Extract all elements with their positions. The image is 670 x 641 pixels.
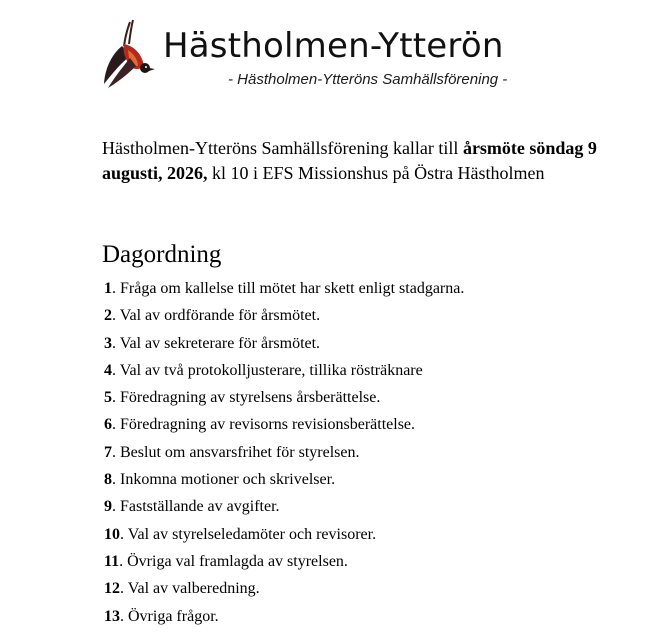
agenda-item <box>104 466 464 493</box>
meeting-location: kl 10 i EFS Missionshus på Östra Hästholmen <box>207 163 545 183</box>
agenda-item <box>104 493 464 520</box>
meeting-date: årsmöte söndag 9 augusti, 2026, <box>102 138 597 183</box>
agenda-item-text: . Val av styrelseledamöter och revisorer. <box>120 525 377 543</box>
agenda-item-number: 1 <box>104 280 112 297</box>
agenda-item-text: . Inkomna motioner och skrivelser. <box>112 471 336 489</box>
agenda-item-number: 10 <box>104 525 120 543</box>
agenda-item-text: . Beslut om ansvarsfrihet för styrelsen. <box>112 443 360 461</box>
agenda-item-number: 6 <box>104 416 112 434</box>
meeting-invitation <box>102 136 602 186</box>
agenda-item <box>104 603 464 630</box>
invitation-text: Hästholmen-Ytteröns Samhällsförening kallar till <box>102 138 463 158</box>
agenda-item-number: 9 <box>104 498 112 516</box>
agenda-item-text: . Övriga frågor. <box>120 607 219 625</box>
brand-subtitle: - Hästholmen-Ytteröns Samhällsförening - <box>228 71 508 88</box>
agenda-item-text: . Val av valberedning. <box>120 580 260 598</box>
brand-title: Hästholmen-Ytterön <box>163 26 504 66</box>
agenda-item <box>104 439 464 466</box>
agenda-item-text: . Föredragning av revisorns revisionsberättelse. <box>112 416 416 434</box>
agenda-item <box>104 384 464 411</box>
agenda-item-text: . Övriga val framlagda av styrelsen. <box>119 552 348 570</box>
agenda-item <box>104 275 464 302</box>
agenda-item-number: 3 <box>104 334 112 352</box>
agenda-item-number: 12 <box>104 580 120 598</box>
agenda-item <box>104 411 464 438</box>
agenda-list <box>104 275 464 630</box>
agenda-heading: Dagordning <box>102 241 222 268</box>
swallow-bird-icon <box>100 16 160 90</box>
agenda-item-number: 13 <box>104 607 120 625</box>
agenda-item <box>104 302 464 329</box>
agenda-item-text: . Fråga om kallelse till mötet har skett enligt stadgarna. <box>112 280 465 297</box>
agenda-item <box>104 330 464 357</box>
agenda-item-number: 7 <box>104 443 112 461</box>
agenda-item <box>104 548 464 575</box>
agenda-item-number: 11 <box>104 552 120 570</box>
agenda-item-text: . Fastställande av avgifter. <box>112 498 280 516</box>
agenda-item-text: . Val av sekreterare för årsmötet. <box>112 334 321 352</box>
agenda-item <box>104 575 464 602</box>
agenda-item-text: . Val av två protokolljusterare, tillika rösträknare <box>112 361 423 379</box>
agenda-item-number: 8 <box>104 471 112 489</box>
agenda-item-text: . Föredragning av styrelsens årsberättelse. <box>112 389 381 407</box>
agenda-item <box>104 521 464 548</box>
agenda-item-number: 5 <box>104 389 112 407</box>
agenda-item <box>104 357 464 384</box>
agenda-item-text: . Val av ordförande för årsmötet. <box>112 307 321 325</box>
agenda-item-number: 2 <box>104 307 112 325</box>
agenda-item-number: 4 <box>104 361 112 379</box>
